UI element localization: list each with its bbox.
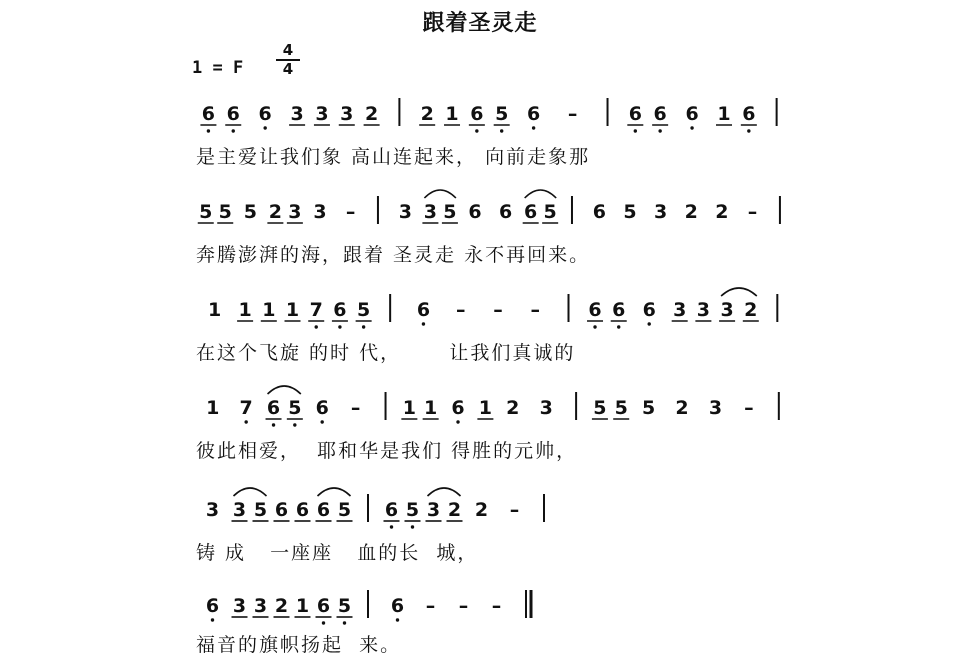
note: 6 — [498, 201, 513, 223]
note: 1 — [295, 595, 310, 617]
note: 3 — [232, 499, 247, 521]
low-octave-dot — [211, 618, 214, 621]
note: 2 — [268, 201, 282, 223]
low-octave-dot — [244, 420, 247, 423]
note: 5 — [243, 201, 257, 223]
low-octave-dot — [532, 126, 535, 129]
low-octave-dot — [411, 525, 414, 528]
note: 1 — [238, 299, 252, 321]
low-octave-dot — [593, 325, 596, 328]
slur — [318, 488, 351, 496]
note: 1 — [285, 299, 300, 321]
note: 7 — [239, 397, 253, 419]
slur — [268, 386, 301, 394]
note: 1 — [445, 103, 459, 125]
note: 3 — [288, 201, 302, 223]
sustain-dash: – — [744, 397, 754, 419]
sustain-dash: – — [493, 299, 503, 321]
note: 5 — [357, 299, 371, 321]
sustain-dash: – — [747, 201, 758, 223]
low-octave-dot — [390, 525, 393, 528]
note: 6 — [390, 595, 405, 617]
lyrics-line-5: 铸 成 一座座 血的长 城， — [196, 542, 479, 564]
sustain-dash: – — [458, 595, 469, 617]
note: 6 — [526, 103, 541, 125]
note: 2 — [420, 103, 434, 125]
sustain-dash: – — [491, 595, 502, 617]
low-octave-dot — [747, 129, 750, 132]
note: 6 — [384, 499, 399, 521]
note: 5 — [337, 595, 352, 617]
note: 5 — [218, 201, 232, 223]
note: 2 — [715, 201, 729, 223]
note: 6 — [588, 299, 602, 321]
note: 3 — [720, 299, 734, 321]
note: 6 — [468, 201, 482, 223]
note: 6 — [201, 103, 216, 125]
note: 6 — [628, 103, 642, 125]
note: 1 — [206, 397, 220, 419]
note: 3 — [539, 397, 553, 419]
time-signature-top: 4 — [276, 42, 300, 61]
sustain-dash: – — [455, 299, 466, 321]
note: 2 — [474, 499, 489, 521]
note: 2 — [675, 397, 689, 419]
sustain-dash: – — [425, 595, 436, 617]
note: 6 — [258, 103, 272, 125]
note: 2 — [274, 595, 289, 617]
note: 2 — [744, 299, 758, 321]
note: 5 — [495, 103, 509, 125]
note: 5 — [593, 397, 607, 419]
note: 6 — [416, 299, 431, 321]
note: 2 — [684, 201, 698, 223]
sustain-dash: – — [530, 299, 540, 321]
low-octave-dot — [320, 420, 323, 423]
lyrics-line-4: 彼此相爱， 耶和华是我们 得胜的元帅， — [196, 440, 578, 462]
note: 6 — [451, 397, 465, 419]
note: 3 — [253, 595, 268, 617]
low-octave-dot — [338, 325, 341, 328]
note: 5 — [199, 201, 213, 223]
note: 3 — [232, 595, 247, 617]
note: 6 — [295, 499, 310, 521]
note: 6 — [274, 499, 289, 521]
note: 5 — [337, 499, 352, 521]
sustain-dash: – — [345, 201, 356, 223]
note: 6 — [592, 201, 606, 223]
note: 5 — [641, 397, 656, 419]
note: 5 — [543, 201, 557, 223]
note: 6 — [266, 397, 281, 419]
lyrics-line-1: 是主爱让我们象 高山连起来， 向前走象那 — [196, 146, 591, 168]
note: 6 — [315, 397, 329, 419]
key-signature: 1 = F — [192, 58, 244, 78]
low-octave-dot — [322, 621, 325, 624]
note: 3 — [205, 499, 220, 521]
slur — [234, 488, 267, 496]
note: 3 — [423, 201, 438, 223]
note: 3 — [708, 397, 723, 419]
note: 1 — [262, 299, 276, 321]
slur — [428, 488, 461, 496]
song-title: 跟着圣灵走 — [422, 11, 538, 36]
low-octave-dot — [634, 129, 637, 132]
lyrics-line-3: 在这个飞旋 的时 代， 让我们真诚的 — [196, 342, 576, 364]
note: 2 — [447, 499, 462, 521]
note: 1 — [402, 397, 416, 419]
note: 7 — [309, 299, 323, 321]
note: 5 — [614, 397, 628, 419]
note: 3 — [290, 103, 304, 125]
low-octave-dot — [232, 129, 235, 132]
lyrics-line-6: 福音的旗帜扬起 来。 — [196, 634, 402, 656]
low-octave-dot — [343, 621, 346, 624]
note: 5 — [253, 499, 268, 521]
low-octave-dot — [500, 129, 503, 132]
note: 3 — [313, 201, 327, 223]
note: 1 — [208, 299, 222, 321]
note: 1 — [424, 397, 438, 419]
note: 6 — [316, 595, 331, 617]
low-octave-dot — [475, 129, 478, 132]
low-octave-dot — [396, 618, 399, 621]
sustain-dash: – — [509, 499, 520, 521]
low-octave-dot — [690, 126, 693, 129]
note: 1 — [478, 397, 493, 419]
time-signature-bottom: 4 — [282, 60, 294, 78]
low-octave-dot — [658, 129, 661, 132]
note: 3 — [673, 299, 687, 321]
sustain-dash: – — [350, 397, 361, 419]
note: 2 — [506, 397, 520, 419]
note: 5 — [288, 397, 302, 419]
note: 6 — [653, 103, 667, 125]
slur — [424, 190, 455, 198]
note: 3 — [340, 103, 354, 125]
note: 6 — [642, 299, 656, 321]
low-octave-dot — [263, 126, 266, 129]
note: 2 — [364, 103, 379, 125]
note: 6 — [470, 103, 484, 125]
note: 6 — [333, 299, 347, 321]
note: 6 — [742, 103, 756, 125]
low-octave-dot — [362, 325, 365, 328]
note: 5 — [443, 201, 457, 223]
slur — [721, 288, 757, 296]
low-octave-dot — [456, 420, 459, 423]
slur — [525, 190, 556, 198]
note: 6 — [316, 499, 331, 521]
note: 6 — [685, 103, 699, 125]
low-octave-dot — [293, 423, 296, 426]
note: 3 — [426, 499, 441, 521]
note: 5 — [623, 201, 637, 223]
note: 6 — [524, 201, 538, 223]
note: 3 — [315, 103, 329, 125]
note: 6 — [226, 103, 240, 125]
note: 6 — [612, 299, 626, 321]
low-octave-dot — [315, 325, 318, 328]
low-octave-dot — [422, 322, 425, 325]
sustain-dash: – — [567, 103, 578, 125]
note: 3 — [696, 299, 711, 321]
note: 3 — [654, 201, 668, 223]
note: 6 — [205, 595, 220, 617]
lyrics-line-2: 奔腾澎湃的海，跟着 圣灵走 永不再回来。 — [196, 244, 591, 266]
low-octave-dot — [272, 423, 275, 426]
low-octave-dot — [617, 325, 620, 328]
note: 5 — [405, 499, 420, 521]
low-octave-dot — [648, 322, 651, 325]
note: 3 — [398, 201, 412, 223]
note: 1 — [717, 103, 731, 125]
low-octave-dot — [207, 129, 210, 132]
